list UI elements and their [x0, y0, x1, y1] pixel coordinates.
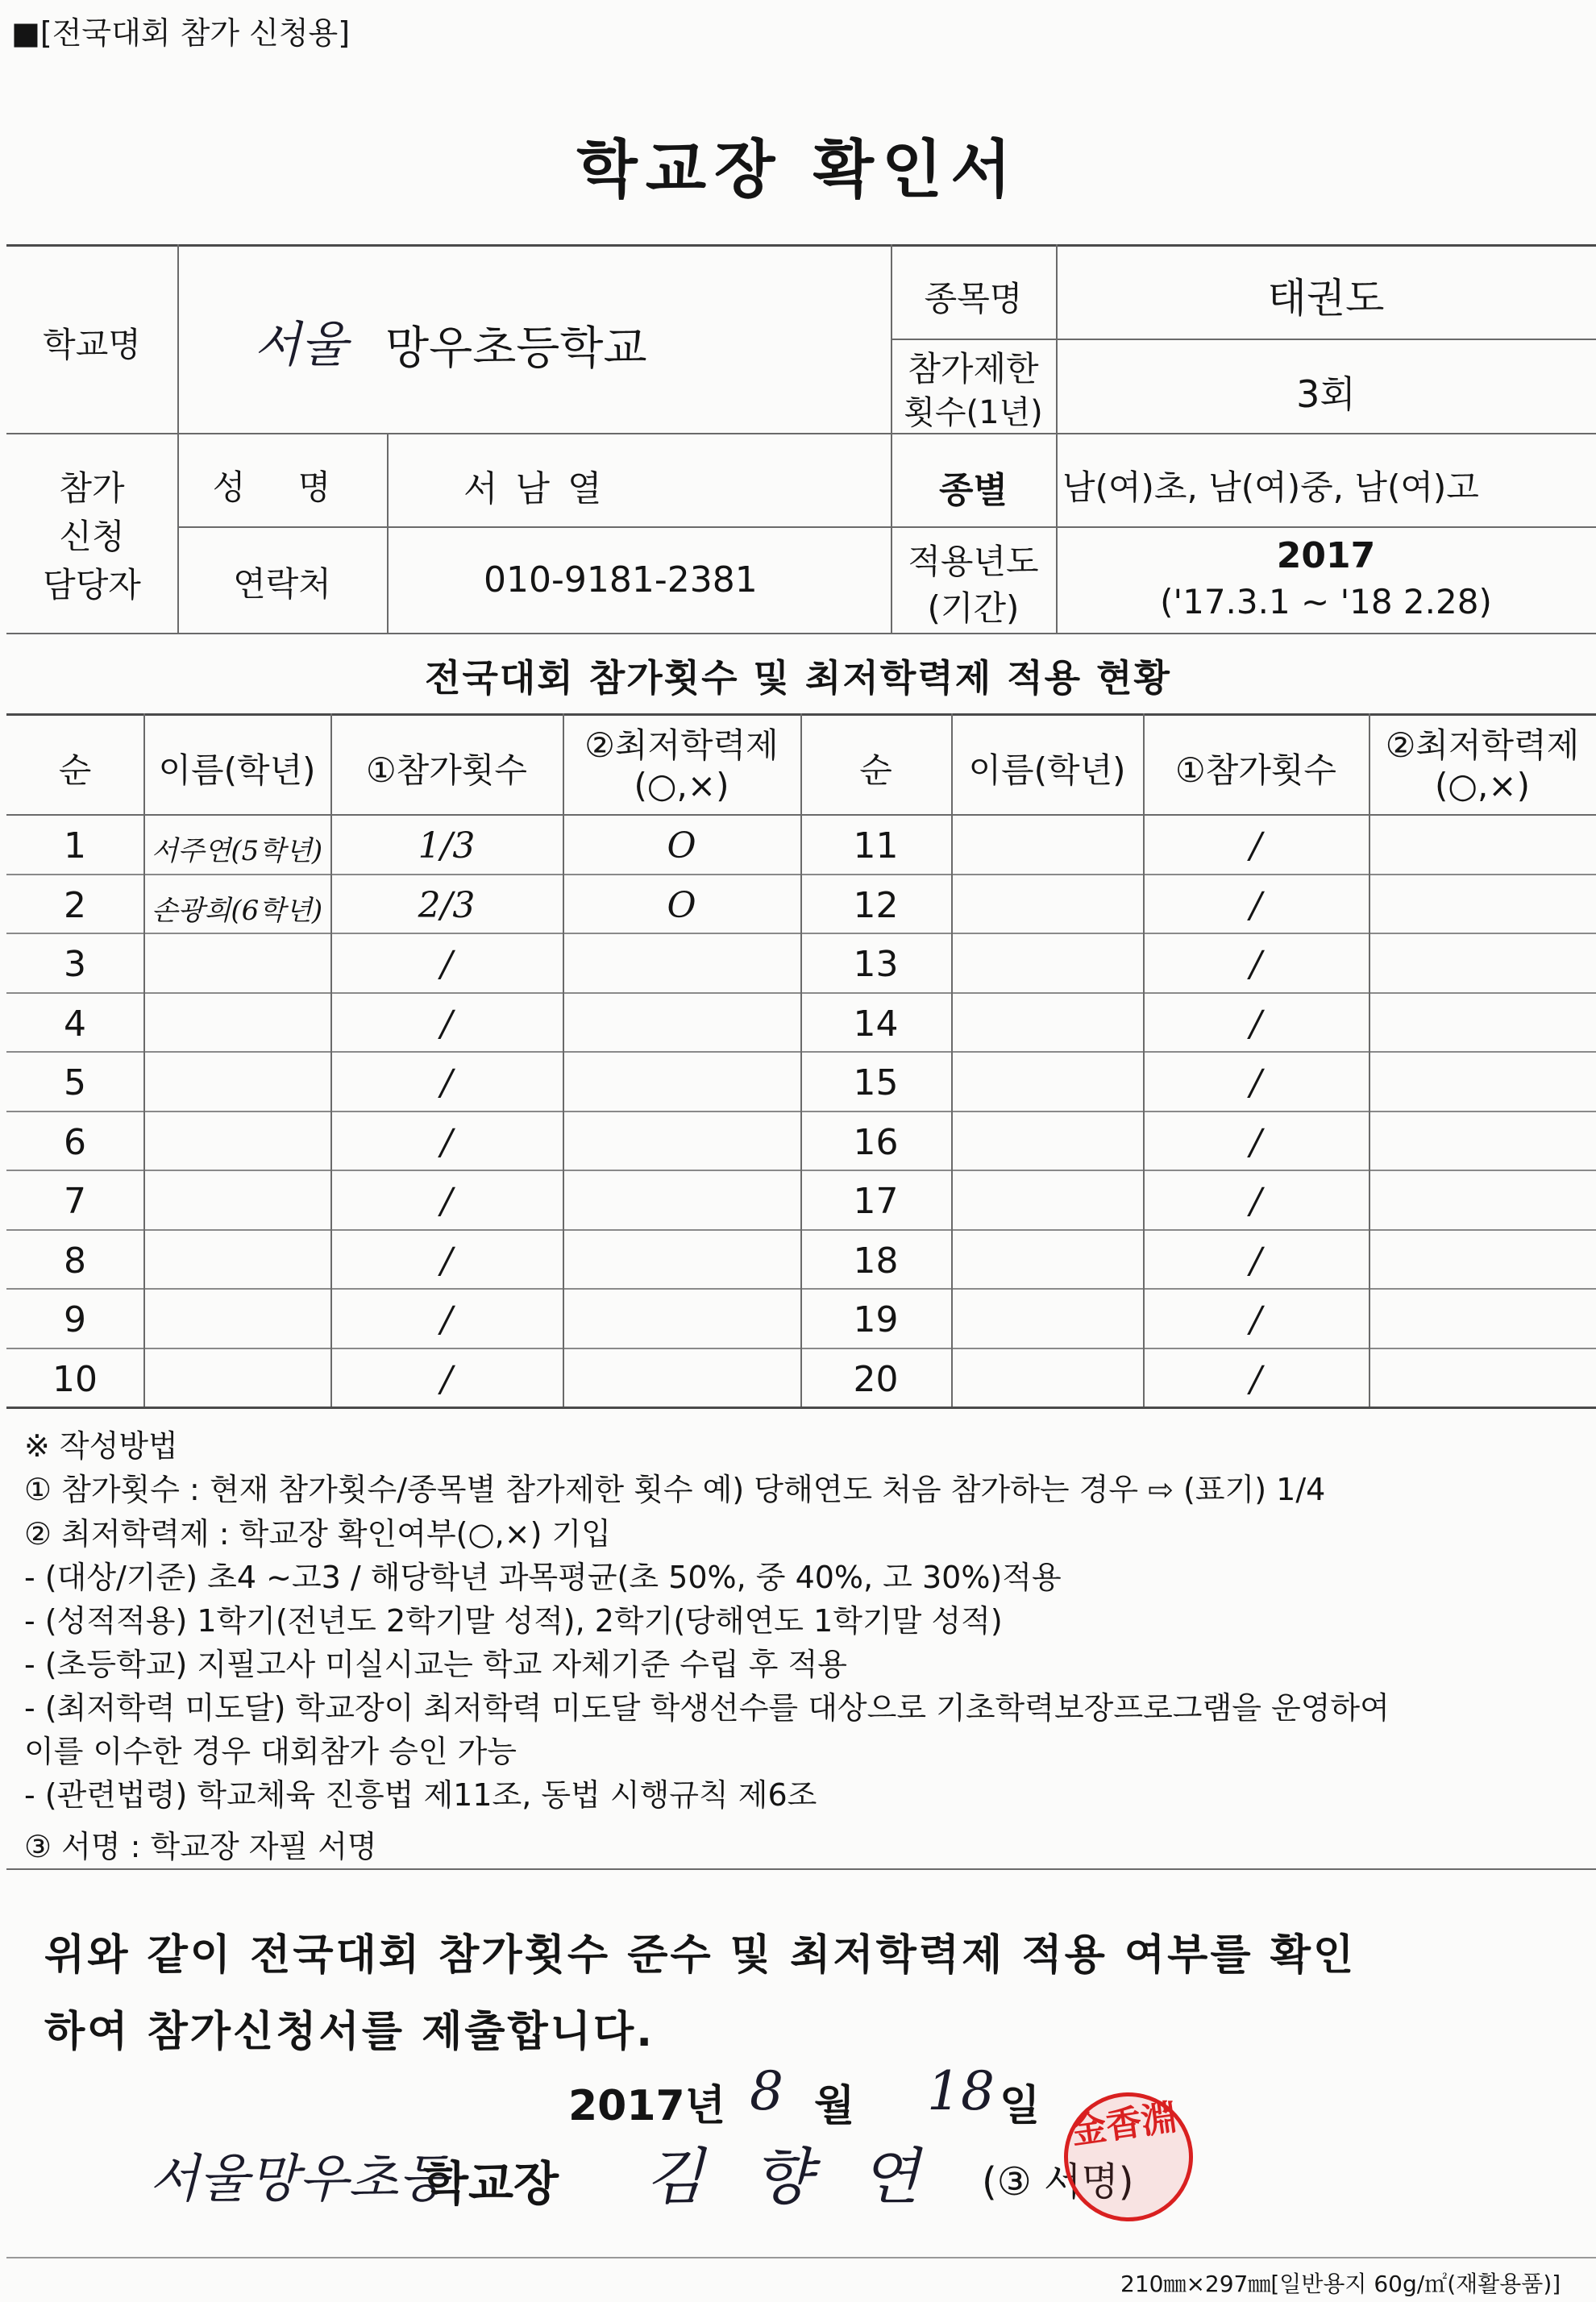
contact-phone-value: 010-9181-2381: [484, 559, 758, 600]
date-month-value: 8: [750, 2060, 783, 2122]
row-number: 16: [853, 1122, 899, 1163]
note-line: ③ 서명 : 학교장 자필 서명: [24, 1829, 377, 1864]
row-number: 15: [853, 1062, 899, 1103]
header-name-right: 이름(학년): [968, 750, 1126, 790]
school-name-label: 학교명: [43, 325, 141, 364]
min-academic-check: O: [667, 825, 696, 866]
row-number: 19: [853, 1299, 899, 1340]
note-line: - (초등학교) 지필고사 미실시교는 학교 자체기준 수립 후 적용: [24, 1647, 847, 1682]
row-number: 8: [64, 1240, 86, 1282]
row-number: 3: [64, 944, 86, 985]
participation-count: /: [440, 1122, 453, 1163]
participation-count: 2/3: [418, 885, 476, 926]
row-number: 10: [52, 1359, 98, 1400]
applicant-label-line1: 참가: [59, 468, 125, 508]
note-line: - (성적적용) 1학기(전년도 2학기말 성적), 2학기(당해연도 1학기말 성적): [24, 1603, 1003, 1639]
year-label-line1: 적용년도: [908, 542, 1039, 581]
participation-count: /: [1249, 944, 1262, 985]
principal-label: 학교장: [423, 2156, 559, 2211]
participation-count: /: [1249, 825, 1262, 866]
row-number: 9: [64, 1299, 86, 1340]
note-line: - (관련법령) 학교체육 진흥법 제11조, 동법 시행규칙 제6조: [24, 1777, 817, 1813]
applicant-label-line2: 신청: [59, 517, 125, 556]
date-day-label: 일: [1000, 2082, 1041, 2130]
participation-count: /: [1249, 1122, 1262, 1163]
limit-label-line2: 횟수(1년): [904, 394, 1043, 431]
header-no-right: 순: [859, 750, 892, 790]
row-number: 7: [64, 1181, 86, 1222]
student-name-grade: 서주연(5학년): [151, 835, 323, 867]
year-label-line2: (기간): [927, 588, 1020, 628]
limit-label-line1: 참가제한: [908, 349, 1039, 389]
participation-count: /: [440, 1181, 453, 1222]
note-line: - (최저학력 미도달) 학교장이 최저학력 미도달 학생선수를 대상으로 기초학력보장프로그램을 운영하여: [24, 1690, 1390, 1726]
note-line: ※ 작성방법: [24, 1428, 178, 1464]
signature-label: (③ 서명): [982, 2159, 1134, 2204]
row-number: 20: [853, 1359, 899, 1400]
contact-name-label: 성 명: [212, 467, 352, 507]
contact-phone-label: 연락처: [233, 564, 331, 604]
participation-count: /: [440, 1240, 453, 1282]
participation-count: /: [440, 1003, 453, 1045]
signature-school-handwritten: 서울망우초등: [149, 2150, 448, 2209]
school-region-handwritten: 서울: [254, 317, 347, 373]
row-number: 14: [853, 1003, 899, 1045]
participation-count: /: [1249, 1299, 1262, 1340]
participation-count: /: [440, 944, 453, 985]
official-seal-stamp: 金香淵: [1056, 2084, 1202, 2230]
document-title: 학교장 확인서: [576, 134, 1020, 206]
paper-spec-footer: 210㎜×297㎜[일반용지 60g/㎡(재활용품)]: [1120, 2271, 1561, 2297]
row-number: 5: [64, 1062, 86, 1103]
date-month-label: 월: [814, 2082, 855, 2130]
header-min-left-line2: (○,×): [634, 766, 729, 805]
row-number: 18: [853, 1240, 899, 1282]
sport-label: 종목명: [924, 279, 1023, 318]
participation-count: /: [1249, 1240, 1262, 1282]
declaration-line1: 위와 같이 전국대회 참가횟수 준수 및 최저학력제 적용 여부를 확인: [44, 1931, 1357, 1980]
note-line: ② 최저학력제 : 학교장 확인여부(○,×) 기입: [24, 1516, 611, 1552]
header-name-left: 이름(학년): [158, 750, 316, 790]
row-number: 11: [853, 825, 899, 866]
note-line: - (대상/기준) 초4 ~고3 / 해당학년 과목평균(초 50%, 중 40%, 고 30%)적용: [24, 1560, 1062, 1595]
participation-count: /: [1249, 885, 1262, 926]
participation-count: /: [440, 1062, 453, 1103]
student-name-grade: 손광희(6학년): [151, 895, 323, 927]
header-count-left: ①참가횟수: [366, 750, 527, 790]
participation-count: /: [1249, 1181, 1262, 1222]
category-value: 남(여)초, 남(여)중, 남(여)고: [1062, 467, 1479, 507]
participation-count: /: [1249, 1003, 1262, 1045]
year-value: 2017: [1276, 535, 1376, 576]
principal-name-handwritten: 김 향 연: [645, 2141, 934, 2213]
header-min-left-line1: ②최저학력제: [584, 725, 779, 765]
participation-count: /: [1249, 1062, 1262, 1103]
contact-name-value: 서 남 열: [463, 468, 605, 509]
period-value: ('17.3.1 ~ '18 2.28): [1160, 582, 1492, 621]
row-number: 13: [853, 944, 899, 985]
status-section-title: 전국대회 참가횟수 및 최저학력제 적용 현황: [425, 656, 1171, 700]
row-number: 2: [64, 885, 86, 926]
participation-count: 1/3: [418, 825, 476, 866]
date-year: 2017년: [568, 2082, 725, 2130]
participation-count: /: [1249, 1359, 1262, 1400]
school-name-value: 망우초등학교: [385, 322, 647, 375]
row-number: 17: [853, 1181, 899, 1222]
row-number: 12: [853, 885, 899, 926]
row-number: 4: [64, 1003, 86, 1045]
header-no-left: 순: [58, 750, 92, 790]
declaration-line2: 하여 참가신청서를 제출합니다.: [44, 2008, 655, 2056]
applicant-label-line3: 담당자: [43, 565, 141, 605]
min-academic-check: O: [667, 885, 696, 926]
header-min-right-line2: (○,×): [1435, 766, 1530, 805]
header-min-right-line1: ②최저학력제: [1385, 725, 1580, 765]
row-number: 1: [64, 825, 86, 866]
sport-value: 태권도: [1267, 275, 1385, 322]
participation-count: /: [440, 1359, 453, 1400]
form-category-tag: ■[전국대회 참가 신청용]: [11, 15, 351, 51]
header-count-right: ①참가횟수: [1175, 750, 1336, 790]
date-day-value: 18: [927, 2060, 995, 2122]
category-label: 종별: [938, 470, 1008, 511]
note-line: ① 참가횟수 : 현재 참가횟수/종목별 참가제한 횟수 예) 당해연도 처음 참가하는 경우 ⇨ (표기) 1/4: [24, 1472, 1326, 1507]
limit-value: 3회: [1296, 372, 1356, 416]
participation-count: /: [440, 1299, 453, 1340]
row-number: 6: [64, 1122, 86, 1163]
note-line: 이를 이수한 경우 대회참가 승인 가능: [24, 1734, 517, 1769]
